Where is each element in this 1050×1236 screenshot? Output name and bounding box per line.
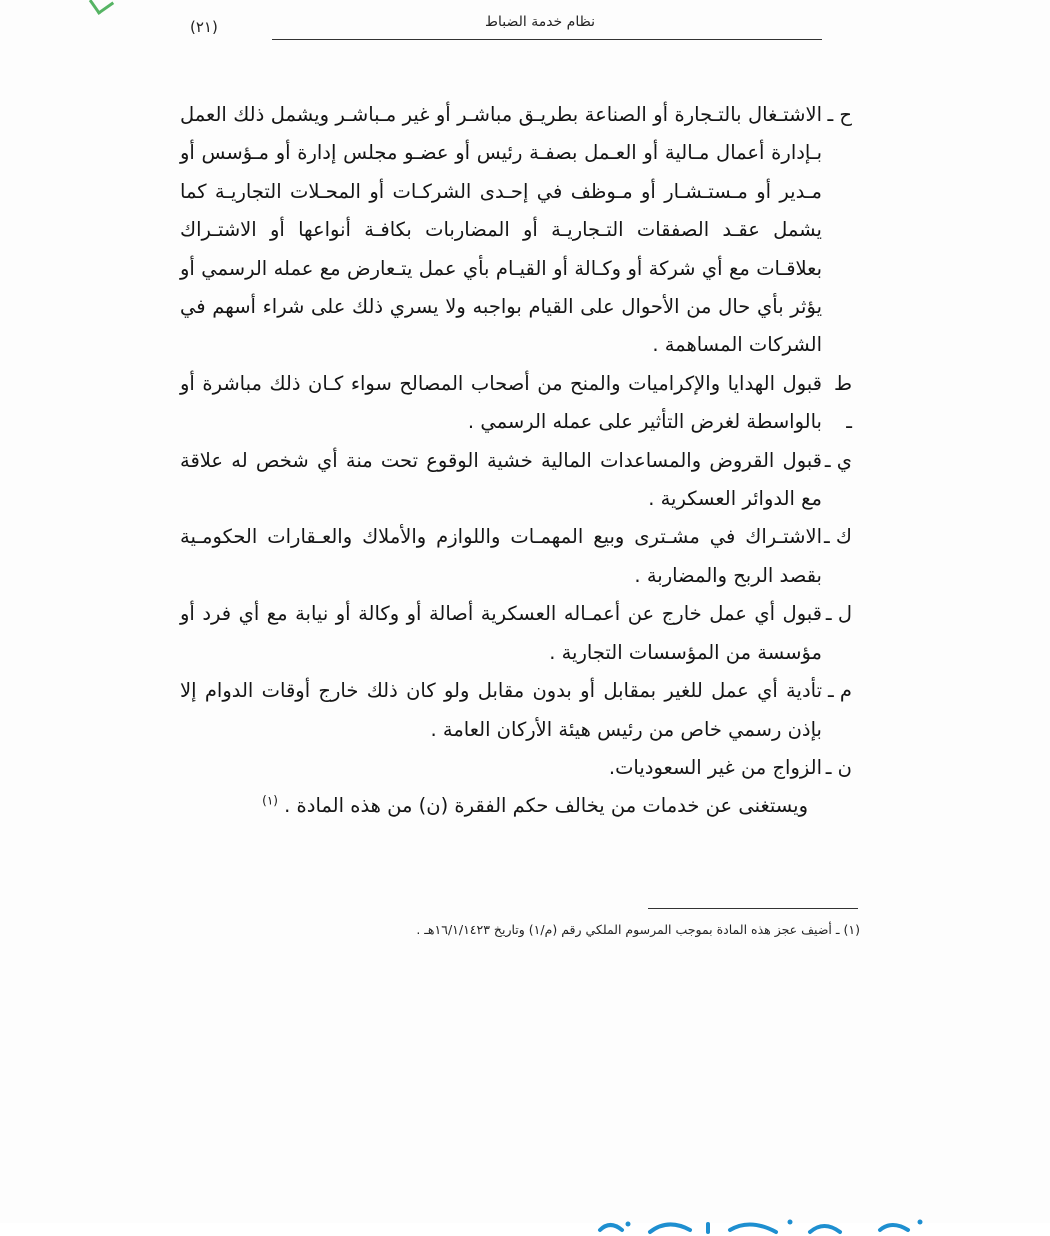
- clause-text: الاشتـغال بالتـجارة أو الصناعة بطريـق مباشـر أو غير مـباشـر ويشمل ذلك العمل بـإدارة أعمال مـالية أو العـمل بصفـة رئيس أو عضـو مجلس إدارة أو مـؤسس أو مـدير أو مـستـشـار أو مـوظف في إحـدى الشركـات أو المحـلات التجاريـة كما يشمل عقـد الصفقات التـجاريـة أو المضاربات بكافـة أنواعها أو الاشتـراك بعلاقـات مع أي شركة أو وكـالة أو القيـام بأي عمل يتـعارض مع عمله الرسمي أو يؤثر بأي حال من الأحوال على القيام بواجبه ولا يسري ذلك على شراء أسهم في الشركات المساهمة .: [180, 103, 822, 357]
- watermark-fragment: [580, 1206, 960, 1236]
- page-number: (٢١): [190, 18, 218, 36]
- footnote-divider: [648, 908, 858, 909]
- closing-text: ويستغنى عن خدمات من يخالف حكم الفقرة (ن) من هذه المادة .: [284, 794, 808, 818]
- clause-ha: [180, 96, 850, 365]
- clause-nun: [180, 749, 850, 787]
- clause-ta: [180, 365, 850, 442]
- clause-marker: ي ـ: [824, 448, 852, 472]
- clause-text: قبول الهدايا والإكراميات والمنح من أصحاب المصالح سواء كـان ذلك مباشرة أو بالواسطة لغرض التأثير على عمله الرسمي .: [180, 371, 822, 434]
- clause-marker: ح ـ: [827, 103, 852, 126]
- clause-marker: ن ـ: [825, 755, 852, 779]
- closing-sentence: [180, 787, 850, 825]
- header-divider: [272, 39, 822, 40]
- article-body: [180, 96, 850, 826]
- clause-marker: ط ـ: [833, 371, 852, 434]
- clause-text: قبول القروض والمساعدات المالية خشية الوقوع تحت منة أي شخص له علاقة مع الدوائر العسكرية .: [180, 448, 822, 511]
- clause-marker: م ـ: [828, 679, 852, 703]
- clause-text: الزواج من غير السعوديات.: [608, 755, 822, 779]
- clause-text: تأدية أي عمل للغير بمقابل أو بدون مقابل ولو كان ذلك خارج أوقات الدوام إلا بإذن رسمي خاص من رئيس هيئة الأركان العامة .: [180, 679, 822, 741]
- clause-marker: ل ـ: [825, 602, 852, 626]
- clause-mim: [180, 672, 850, 749]
- corner-check-mark: [89, 0, 114, 15]
- clause-kaf: [180, 518, 850, 595]
- footnote: (١) ـ أضيف عجز هذه المادة بموجب المرسوم الملكي رقم (م/١) وتاريخ ١٦/١/١٤٢٣هـ .: [416, 922, 860, 937]
- clause-text: الاشتـراك في مشـترى وبيع المهمـات واللوازم والأملاك والعـقارات الحكومـية بقصد الربح والمضاربة .: [180, 525, 822, 587]
- footnote-reference: (١): [262, 793, 278, 808]
- running-header-title: نظام خدمة الضباط: [485, 14, 595, 30]
- clause-lam: [180, 595, 850, 672]
- clause-ya: [180, 442, 850, 519]
- clause-marker: ك ـ: [824, 525, 852, 549]
- clause-text: قبول أي عمل خارج عن أعمـاله العسكرية أصالة أو وكالة أو نيابة مع أي فرد أو مؤسسة من المؤسسات التجارية .: [180, 602, 822, 664]
